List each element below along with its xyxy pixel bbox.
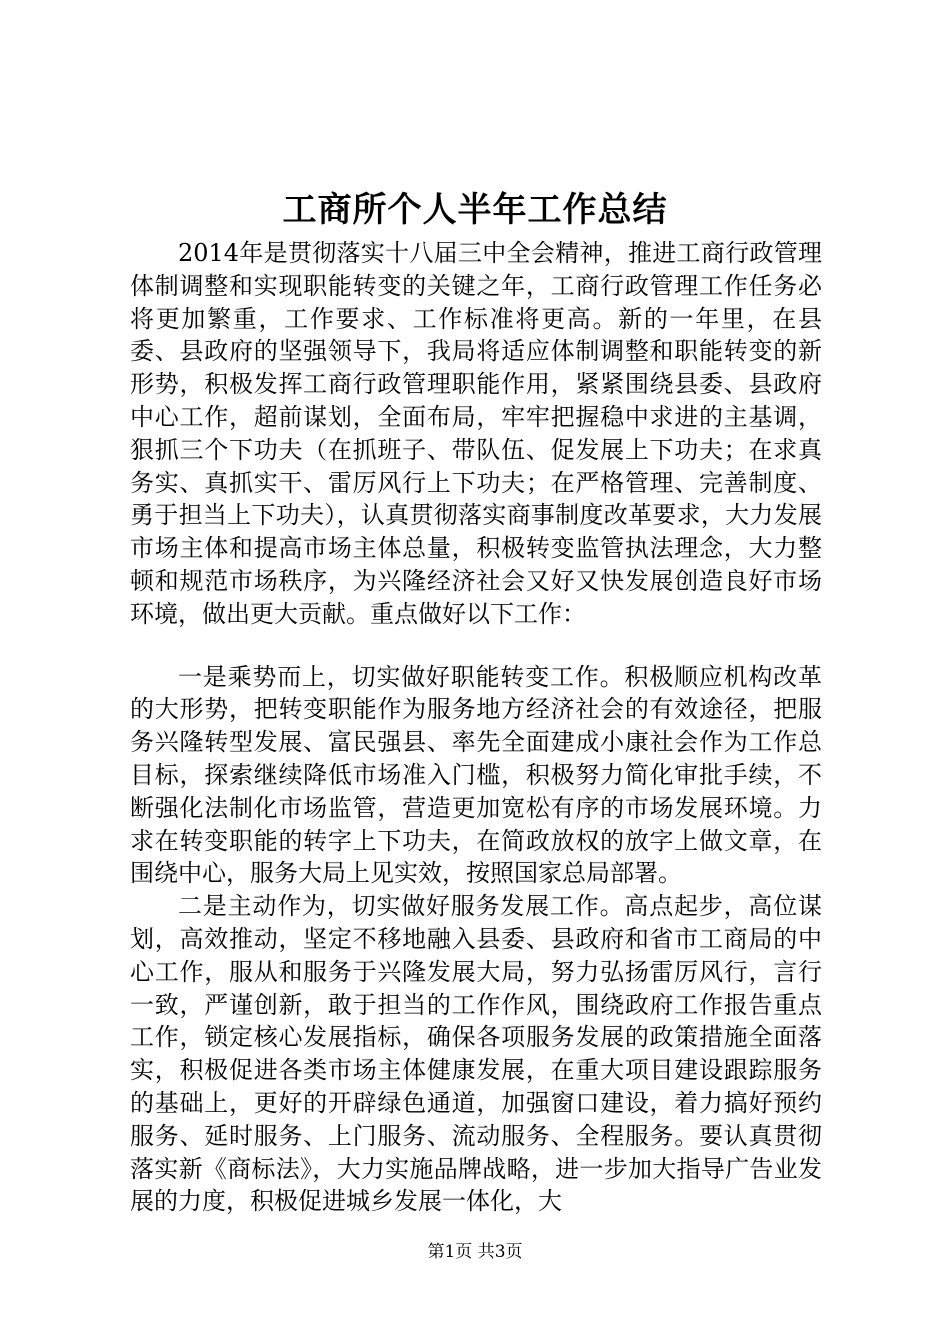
paragraph-item-1: 一是乘势而上，切实做好职能转变工作。积极顺应机构改革的大形势，把转变职能作为服务地方经济社会的有效途径，把服务兴隆转型发展、富民强县、率先全面建成小康社会作为工作总目标，探索继续降低市场准入门槛，积极努力简化审批手续，不断强化法制化市场监管，营造更加宽松有序的市场发展环境。力求在转变职能的转字上下功夫，在简政放权的放字上做文章，在围绕中心，服务大局上见实效，按照国家总局部署。 — [130, 662, 822, 888]
paragraph-item-2: 二是主动作为，切实做好服务发展工作。高点起步，高位谋划，高效推动，坚定不移地融入县委、县政府和省市工商局的中心工作，服从和服务于兴隆发展大局，努力弘扬雷厉风行，言行一致，严谨创新，敢于担当的工作作风，围绕政府工作报告重点工作，锁定核心发展指标，确保各项服务发展的政策措施全面落实，积极促进各类市场主体健康发展，在重大项目建设跟踪服务的基础上，更好的开辟绿色通道，加强窗口建设，着力搞好预约服务、延时服务、上门服务、流动服务、全程服务。要认真贯彻落实新《商标法》，大力实施品牌战略，进一步加大指导广告业发展的力度，积极促进城乡发展一体化，大 — [130, 892, 822, 1216]
document-body — [130, 237, 822, 1218]
document-title: 工商所个人半年工作总结 — [282, 190, 668, 230]
paragraph-intro: 2014年是贯彻落实十八届三中全会精神，推进工商行政管理体制调整和实现职能转变的关键之年，工商行政管理工作任务必将更加繁重，工作要求、工作标准将更高。新的一年里，在县委、县政府的坚强领导下，我局将适应体制调整和职能转变的新形势，积极发挥工商行政管理职能作用，紧紧围绕县委、县政府中心工作，超前谋划，全面布局，牢牢把握稳中求进的主基调，狠抓三个下功夫（在抓班子、带队伍、促发展上下功夫；在求真务实、真抓实干、雷厉风行上下功夫；在严格管理、完善制度、勇于担当上下功夫），认真贯彻落实商事制度改革要求，大力发展市场主体和提高市场主体总量，积极转变监管执法理念，大力整顿和规范市场秩序，为兴隆经济社会又好又快发展创造良好市场环境，做出更大贡献。重点做好以下工作： — [130, 239, 822, 628]
page-number-footer: 第1页 共3页 — [427, 1242, 523, 1262]
